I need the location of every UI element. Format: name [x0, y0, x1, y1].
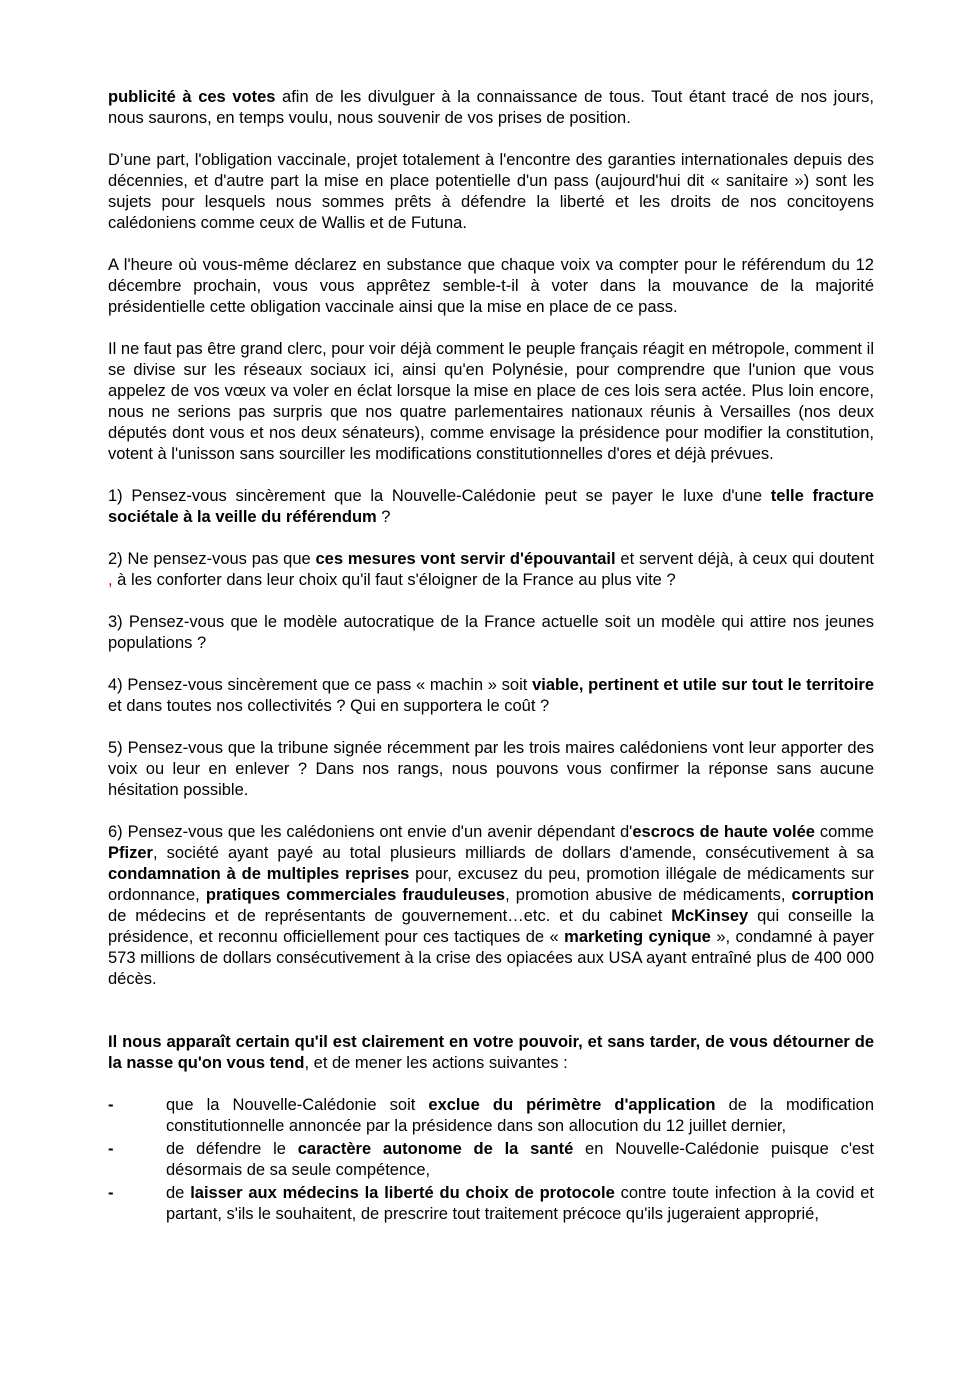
- paragraph-obligation: D’une part, l'obligation vaccinale, projet totalement à l'encontre des garanties internationales depuis des décennies, et d'autre part la mise en place potentielle d'un pass (aujourd'hui dit « sanitaire ») sont les sujets pour lesquels nous sommes prêts à défendre la liberté et les droits de nos concitoyens calédoniens comme ceux de Wallis et de Futuna.: [108, 151, 874, 232]
- emphasis: publicité à ces votes: [108, 88, 276, 106]
- question-2: 2) Ne pensez-vous pas que ces mesures vont servir d'épouvantail et servent déjà, à ceux qui doutent , à les conforter dans leur choix qu'il faut s'éloigner de la France au plus vite ?: [108, 550, 874, 589]
- emphasis: viable, pertinent et utile sur tout le territoire: [532, 676, 875, 694]
- emphasis: pratiques commerciales frauduleuses: [205, 886, 506, 904]
- paragraph-referendum: A l'heure où vous-même déclarez en substance que chaque voix va compter pour le référendum du 12 décembre prochain, vous vous apprêtez semble-t-il à voter dans la mouvance de la majorité présidentielle cette obligation vaccinale ainsi que la mise en place de ce pass.: [108, 256, 874, 316]
- emphasis: ces mesures vont servir d'épouvantail: [315, 550, 616, 568]
- red-comma: ,: [108, 571, 113, 589]
- question-5: 5) Pensez-vous que la tribune signée récemment par les trois maires calédoniens vont leur apporter des voix ou leur en enlever ? Dans nos rangs, nous pouvons vous confirmer la réponse sans aucune hésitation possible.: [108, 739, 874, 799]
- paragraph-conclusion: Il nous apparaît certain qu'il est clairement en votre pouvoir, et sans tarder, de vous détourner de la nasse qu'on vous tend, et de mener les actions suivantes :: [108, 1033, 874, 1072]
- emphasis: Il nous apparaît certain qu'il est clairement en votre pouvoir, et sans tarder, de vous détourner de la nasse qu'on vous tend: [108, 1033, 874, 1072]
- paragraph-intro: publicité à ces votes afin de les divulguer à la connaissance de tous. Tout étant tracé de nos jours, nous saurons, en temps voulu, nous souvenir de vos prises de position.: [108, 88, 874, 127]
- action-list: [108, 1095, 874, 1225]
- emphasis: caractère autonome de la santé: [297, 1140, 574, 1158]
- action-item: - de défendre le caractère autonome de la santé en Nouvelle-Calédonie puisque c'est désormais de sa seule compétence,: [108, 1140, 874, 1179]
- emphasis: condamnation à de multiples reprises: [108, 865, 410, 883]
- emphasis: corruption: [791, 886, 875, 904]
- action-item: - de laisser aux médecins la liberté du choix de protocole contre toute infection à la covid et partant, s'ils le souhaitent, de prescrire tout traitement précoce qu'ils jugeraient approprié,: [108, 1184, 874, 1223]
- paragraph-versailles: Il ne faut pas être grand clerc, pour voir déjà comment le peuple français réagit en métropole, comment il se divise sur les réseaux sociaux ici, ainsi qu'en Polynésie, pour comprendre que l'union que vous appelez de vos vœux va voler en éclat lorsque la mise en place de ces lois sera actée. Plus loin encore, nous ne serions pas surpris que nos quatre parlementaires nationaux réunis à Versailles (nos deux députés dont vous et nos deux sénateurs), comme envisage la présidence pour modifier la constitution, votent à l'unisson sans sourciller les modifications constitutionnelles d'ores et déjà prévues.: [108, 340, 874, 463]
- question-4: 4) Pensez-vous sincèrement que ce pass « machin » soit viable, pertinent et utile sur tout le territoire et dans toutes nos collectivités ? Qui en supportera le coût ?: [108, 676, 875, 715]
- emphasis: Pfizer: [108, 844, 153, 862]
- emphasis: McKinsey: [671, 907, 749, 925]
- bullet-dash: -: [108, 1140, 114, 1158]
- emphasis: exclue du périmètre d'application: [428, 1096, 716, 1114]
- emphasis: escrocs de haute volée: [632, 823, 815, 841]
- emphasis: telle fracture sociétale à la veille du référendum: [108, 487, 874, 526]
- question-3: 3) Pensez-vous que le modèle autocratique de la France actuelle soit un modèle qui attire nos jeunes populations ?: [108, 613, 874, 652]
- bullet-dash: -: [108, 1184, 114, 1202]
- question-6: 6) Pensez-vous que les calédoniens ont envie d'un avenir dépendant d'escrocs de haute volée comme Pfizer, société ayant payé au total plusieurs milliards de dollars d'amende, consécutivement à sa condamnation à de multiples reprises pour, excusez du peu, promotion illégale de médicaments sur ordonnance, pratiques commerciales frauduleuses, promotion abusive de médicaments, corruption de médecins et de représentants de gouvernement…etc. et du cabinet McKinsey qui conseille la présidence, et reconnu officiellement pour ces tactiques de « marketing cynique », condamné à payer 573 millions de dollars consécutivement à la crise des opiacées aux USA ayant entraîné plus de 400 000 décès.: [108, 823, 875, 988]
- question-1: 1) Pensez-vous sincèrement que la Nouvelle-Calédonie peut se payer le luxe d'une telle fracture sociétale à la veille du référendum ?: [108, 487, 874, 526]
- emphasis: laisser aux médecins la liberté du choix de protocole: [190, 1184, 615, 1202]
- bullet-dash: -: [108, 1096, 114, 1114]
- document-page: [108, 87, 874, 1227]
- action-item: - que la Nouvelle-Calédonie soit exclue du périmètre d'application de la modification constitutionnelle annoncée par la présidence dans son allocution du 12 juillet dernier,: [108, 1096, 875, 1135]
- emphasis: marketing cynique: [564, 928, 711, 946]
